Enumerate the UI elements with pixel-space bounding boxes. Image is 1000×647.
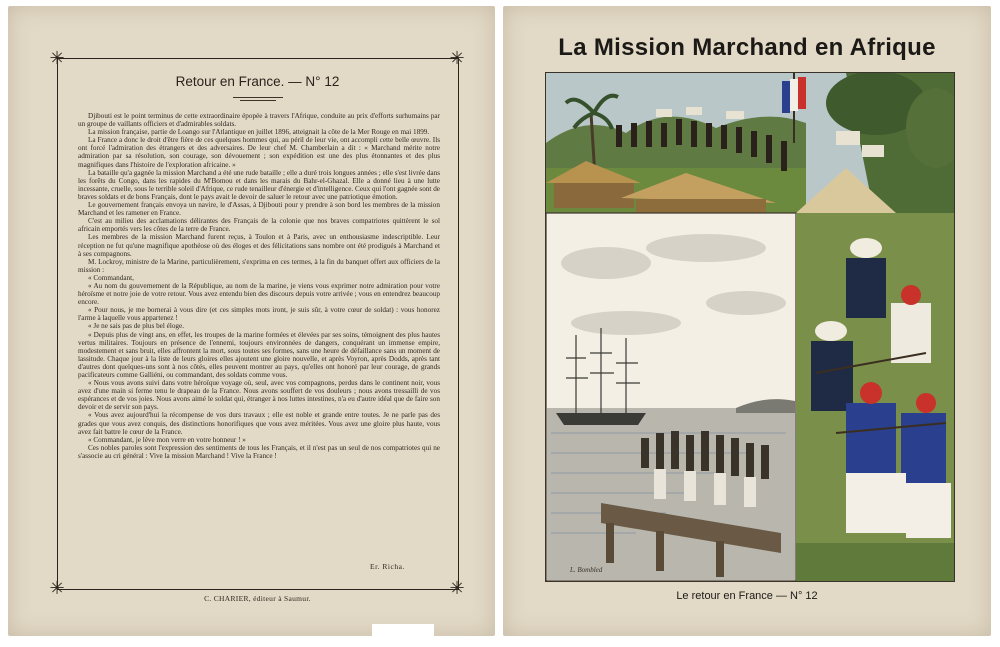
- illustration-svg: [546, 73, 954, 581]
- article-paragraph: Le gouvernement français envoya un navire, le d'Assas, à Djibouti pour y prendre à son bord les membres de la mission Marchand et les ramener en France.: [78, 201, 440, 218]
- corner-ornament-icon: ✳: [49, 48, 65, 68]
- illustration-signature: L. Bombled: [570, 566, 603, 574]
- article-paragraph: Djibouti est le point terminus de cette extraordinaire épopée à travers l'Afrique, conduite au prix d'efforts surhumains par un groupe de vaillants officiers et d'admirables soldats.: [78, 112, 440, 129]
- illustration-caption: Le retour en France — N° 12: [676, 590, 818, 602]
- article-paragraph: « Au nom du gouvernement de la République, au nom de la marine, je viens vous exprimer notre admiration pour votre héroïsme et notre joie de votre retour. Vous avez entendu bien des discours depuis votre arrivée ; vous en entendrez beaucoup encore.: [78, 281, 440, 307]
- article-paragraph: « Nous vous avons suivi dans votre héroïque voyage où, seul, avec vos compagnons, perdus dans le continent noir, vous avez d'une main si ferme tenu le drapeau de la France. Nous avons souffert de vos douleurs ; nous avons tressailli de vos espérances et de vos joies. Nous avons aimé le soldat qui, étranger à nos luttes intestines, n'a eu d'autre idéal que de faire son devoir et de servir son pays.: [78, 379, 440, 412]
- article-paragraph: « Depuis plus de vingt ans, en effet, les troupes de la marine formées et élevées par ses soins, témoignent des plus hautes vertus militaires. Toujours en présence de l'ennemi, toujours environnées de dangers, conquérant un immense empire, modestement et sans bruit, elles affrontent la mort, sous toutes ses formes, sans une heure de défaillance sans un moment de lassitude. Chaque jour à la liste de leurs gloires elles ajoutent une gloire nouvelle, et après Voyron, après Dodds, après tant d'autres dont quelques-uns sont à nos côtés, elles peuvent montrer au pays, qu'elles ont honoré par leur courage, de grands pacificateurs comme Galliéni, ou commandant, des soldats comme vous.: [78, 330, 440, 379]
- corner-ornament-icon: ✳: [49, 578, 65, 598]
- corner-ornament-icon: ✳: [449, 48, 465, 68]
- article-paragraph: Ces nobles paroles sont l'expression des sentiments de tous les Français, et il n'est pas un seul de nos compatriotes qui ne s'associe au cri général : Vive la mission Marchand ! Vive la France !: [78, 443, 440, 460]
- article-body: [78, 112, 440, 574]
- article-paragraph: La France a donc le droit d'être fière de ces quelques hommes qui, au péril de leur vie, ont accompli cette belle œuvre. Ils ont forcé l'admiration des étrangers et des adversaires. De leur chef M. Chamberlain a dit : « Marchand mérite notre admiration par sa résolution, son courage, son dévouement ; son expédition est une des plus étonnantes et des plus magnifiques dans l'histoire de l'exploration africaine. »: [78, 136, 440, 169]
- title-divider: [233, 97, 283, 98]
- article-paragraph: M. Lockroy, ministre de la Marine, particulièrement, s'exprima en ces termes, à la fin du banquet offert aux officiers de la mission :: [78, 257, 440, 274]
- page-tab-notch: [372, 624, 434, 644]
- article-paragraph: « Pour nous, je me bornerai à vous dire (et ces simples mots iront, je suis sûr, à votre cœur de soldat) : vous honorez l'arme à laquelle vous appartenez !: [78, 306, 440, 323]
- publisher-line: C. CHARIER, éditeur à Saumur.: [204, 594, 311, 603]
- article-paragraph: « Je ne sais pas de plus bel éloge.: [88, 322, 185, 331]
- cover-title: La Mission Marchand en Afrique: [558, 34, 936, 61]
- article-paragraph: Les membres de la mission Marchand furent reçus, à Toulon et à Paris, avec un enthousiasme indescriptible. Leur réception ne fut qu'une magnifique apothéose où des éloges et des félicitations sans nombre ont été prodigués à Marchand et à ses compagnons.: [78, 233, 440, 258]
- article-paragraph: C'est au milieu des acclamations délirantes des Français de la colonie que nos braves compatriotes quittèrent le sol africain emportés vers les côtes de la terre de France.: [78, 217, 440, 234]
- author-signature: Er. Richa.: [370, 562, 405, 571]
- article-paragraph: La bataille qu'a gagnée la mission Marchand a été une rude bataille ; elle a duré trois longues années ; elle s'est livrée dans les forêts du Congo, dans les rapides du M'Bomou et dans les marais du Bahr-el-Ghazal. Elle a donné lieu à une lutte incessante, cruelle, sous le terrible soleil d'Afrique, ce rude tenailleur d'énergie et d'intelligence. Ceux qui l'ont gagnée sont de braves soldats et de bons Français, dont le pays avait le devoir de saluer le retour avec une patriotique émotion.: [78, 168, 440, 201]
- corner-ornament-icon: ✳: [449, 578, 465, 598]
- article-paragraph: « Commandant,: [88, 273, 134, 282]
- title-divider: [240, 100, 276, 101]
- illustration: [545, 72, 955, 582]
- article-paragraph: « Vous avez aujourd'hui la récompense de vos durs travaux ; elle est noble et grande entre toutes. Je ne parle pas des grades que vous avez conquis, des distinctions honorifiques que vous avez méritées. Vous avez une gloire plus haute, vous avez fait battre le cœur de la France.: [78, 411, 440, 436]
- article-paragraph: « Commandant, je lève mon verre en votre honneur ! »: [88, 435, 246, 444]
- article-paragraph: La mission française, partie de Loango sur l'Atlantique en juillet 1896, atteignait la côte de la Mer Rouge en mai 1899.: [88, 128, 430, 137]
- page-title: Retour en France. — N° 12: [175, 74, 340, 89]
